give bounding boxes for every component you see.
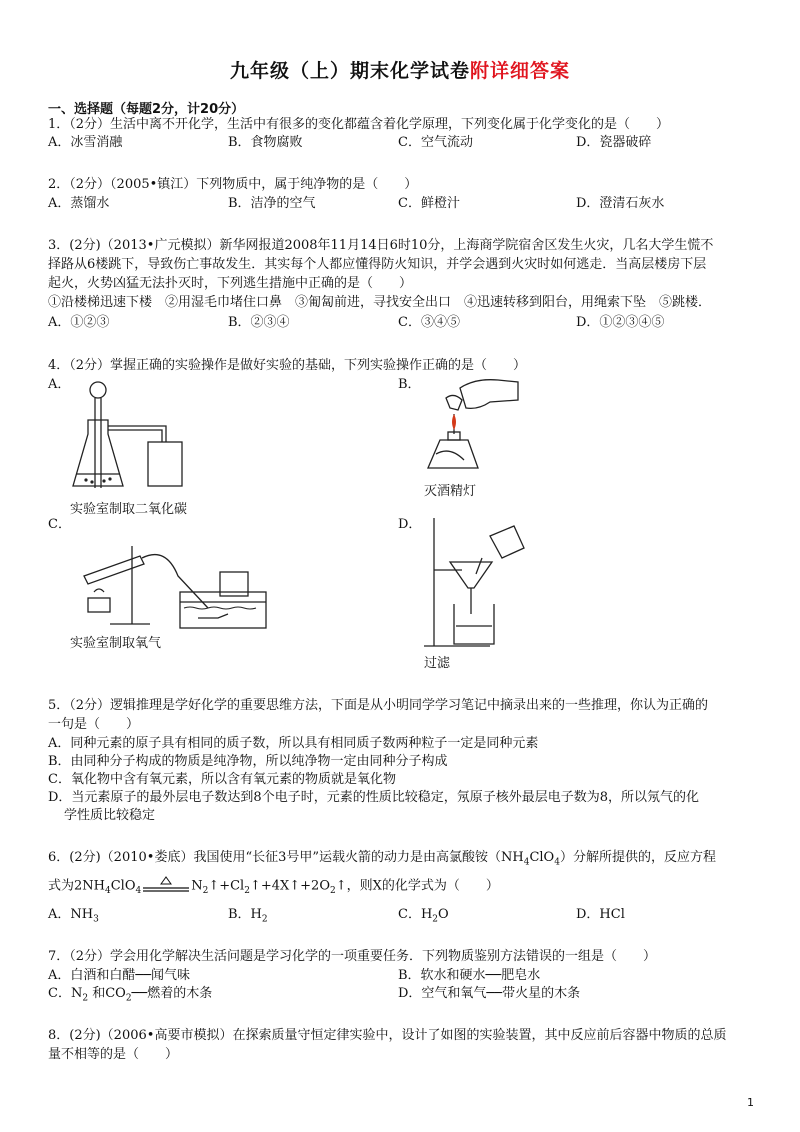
q4-option-c: C．: [48, 517, 71, 532]
subscript: 2: [432, 914, 439, 925]
q3-option-c: C．③④⑤: [398, 315, 460, 330]
q3-line-1: 3．(2分)（2013•广元模拟）新华网报道2008年11月14日6时10分，上海商学院宿舍区发生火灾，几名大学生慌不: [48, 238, 714, 253]
subscript: 2: [329, 886, 336, 897]
q5-line-1: 5．（2分）逻辑推理是学好化学的重要思维方法，下面是从小明同学学习笔记中摘录出来的一些推理，你认为正确的: [48, 698, 709, 713]
q2-stem: 2．（2分）（2005•镇江）下列物质中，属于纯净物的是（ ）: [48, 177, 418, 192]
alcohol-lamp-figure: [420, 374, 520, 480]
q3-option-b: B．②③④: [228, 315, 290, 330]
title-highlight: 附详细答案: [470, 60, 571, 82]
q6-option-c-text-2: O: [438, 907, 449, 922]
q1-option-d: D．瓷器破碎: [576, 135, 652, 150]
q7-option-b: B．软水和硬水──肥皂水: [398, 968, 541, 983]
q6-line-2-part-a: 式为2NH: [48, 878, 105, 894]
subscript: 2: [125, 993, 132, 1004]
q5-option-b: B．由同种分子构成的物质是纯净物，所以纯净物一定由同种分子构成: [48, 754, 448, 769]
q6-line-1-part-a: 6．(2分)（2010•娄底）我国使用“长征3号甲”运载火箭的动力是由高氯酸铵（NH: [48, 850, 524, 865]
page-number: 1: [747, 1096, 754, 1109]
q1-option-b: B．食物腐败: [228, 135, 303, 150]
q5-option-d-line-2: 学性质比较稳定: [64, 808, 156, 823]
subscript: 4: [104, 886, 111, 897]
page-title: [0, 56, 800, 83]
subscript: 2: [82, 993, 89, 1004]
q4-option-a: A．: [48, 377, 71, 392]
q8-line-1: 8．(2分)（2006•高要市模拟）在探索质量守恒定律实验中，设计了如图的实验装置，其中反应前后容器中物质的总质: [48, 1028, 727, 1043]
q2-option-d: D．澄清石灰水: [576, 196, 665, 211]
subscript: 3: [93, 914, 99, 925]
q6-line-1-part-c: ）分解所提供的，反应方程: [559, 850, 716, 865]
q6-line-2-part-e: ↑+4X↑+2O: [249, 878, 330, 894]
q5-option-d-line-1: D．当元素原子的最外层电子数达到8个电子时，元素的性质比较稳定，氖原子核外最层电子数为8，所以氖气的化: [48, 790, 699, 805]
subscript: 2: [244, 886, 250, 897]
subscript: 2: [202, 886, 209, 897]
q5-option-c: C．氧化物中含有氧元素，所以含有氧元素的物质就是氧化物: [48, 772, 396, 787]
q7-option-d: D．空气和氧气──带火星的木条: [398, 986, 581, 1001]
q1-stem: 1．（2分）生活中离不开化学，生活中有很多的变化都蕴含着化学原理，下列变化属于化学变化的是（ ）: [48, 117, 670, 132]
q3-line-3: 起火，火势凶猛无法扑灭时，下列逃生措施中正确的是（ ）: [48, 276, 413, 291]
q4-caption-c: 实验室制取氧气: [70, 636, 162, 651]
q1-option-a: A．冰雪消融: [48, 135, 123, 150]
q7-option-c-text-2: 和CO: [88, 986, 126, 1001]
q3-option-a: A．①②③: [48, 315, 110, 330]
q5-option-a: A．同种元素的原子具有相同的质子数，所以具有相同质子数两种粒子一定是同种元素: [48, 736, 539, 751]
q3-option-d: D．①②③④⑤: [576, 315, 665, 330]
q8-line-2: 量不相等的是（ ）: [48, 1047, 179, 1062]
q6-line-1: [48, 849, 716, 872]
q6-option-c-text: C．H: [398, 907, 433, 922]
q5-line-2: 一句是（ ）: [48, 717, 140, 732]
q4-caption-d: 过滤: [424, 656, 451, 671]
q6-option-a-text: A．NH: [48, 907, 94, 922]
q2-option-c: C．鲜橙汁: [398, 196, 460, 211]
title-main: 九年级（上）期末化学试卷: [229, 60, 470, 82]
q2-option-b: B．洁净的空气: [228, 196, 316, 211]
q4-caption-a: 实验室制取二氧化碳: [70, 502, 188, 517]
q6-line-2: [48, 876, 499, 900]
q4-stem: 4．（2分）掌握正确的实验操作是做好实验的基础，下列实验操作正确的是（ ）: [48, 358, 527, 373]
heating-equals-sign: [141, 876, 191, 896]
q1-option-c: C．空气流动: [398, 135, 473, 150]
q4-option-b: B．: [398, 377, 421, 392]
q6-line-2-part-c: N: [191, 878, 203, 894]
q7-option-c-text-1: C．N: [48, 986, 83, 1001]
oxygen-apparatus-figure: [70, 536, 270, 632]
q4-caption-b: 灭酒精灯: [424, 484, 477, 499]
q6-option-a: [48, 906, 99, 929]
q2-option-a: A．蒸馏水: [48, 196, 110, 211]
q7-option-c-text-3: ──燃着的木条: [131, 986, 213, 1001]
q6-option-b-text: B．H: [228, 907, 262, 922]
subscript: 4: [523, 857, 530, 868]
q4-option-d: D．: [398, 517, 422, 532]
q7-option-a: A．白酒和白醋──闻气味: [48, 968, 191, 983]
q6-line-2-part-b: ClO: [110, 878, 136, 894]
co2-apparatus-figure: [70, 378, 200, 500]
q6-line-2-part-d: ↑+Cl: [208, 878, 245, 894]
q6-line-1-part-b: ClO: [529, 850, 555, 865]
subscript: 2: [261, 914, 268, 925]
subscript: 4: [554, 857, 560, 868]
subscript: 4: [135, 886, 142, 897]
q6-option-b: [228, 906, 268, 929]
q3-line-4: ①沿楼梯迅速下楼 ②用湿毛巾堵住口鼻 ③匍匐前进，寻找安全出口 ④迅速转移到阳台，用绳索下坠 ⑤跳楼．: [48, 295, 712, 310]
q7-stem: 7．（2分）学会用化学解决生活问题是学习化学的一项重要任务．下列物质鉴别方法错误的一组是（ ）: [48, 949, 657, 964]
q6-option-c: [398, 906, 449, 929]
q6-option-d: D．HCl: [576, 907, 625, 922]
q6-line-2-part-f: ↑，则X的化学式为（ ）: [335, 878, 499, 894]
section-heading: 一、选择题（每题2分，计20分）: [48, 102, 245, 117]
q3-line-2: 择路从6楼跳下，导致伤亡事故发生．其实每个人都应懂得防火知识，并学会遇到火灾时如何逃走．当高层楼房下层: [48, 257, 707, 272]
filtration-figure: [420, 514, 540, 654]
q7-option-c: [48, 985, 212, 1008]
